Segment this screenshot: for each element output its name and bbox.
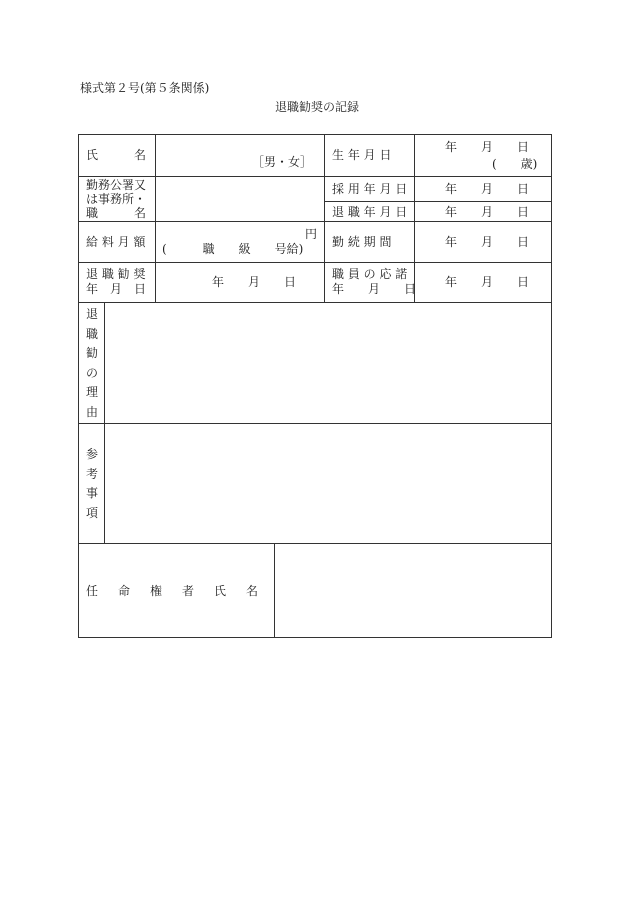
workplace-label-line-3: 職 名	[86, 206, 147, 220]
retire-date-label: 退 職 年 月 日	[332, 205, 408, 219]
retire-date-value[interactable]: 年 月 日	[445, 205, 530, 219]
salary-grade[interactable]: ( 職 級 号給)	[162, 242, 304, 256]
birthdate-label: 生 年 月 日	[332, 148, 392, 162]
accept-date-value[interactable]: 年 月 日	[445, 275, 530, 289]
accept-date-label-2: 年 月 日	[332, 282, 417, 296]
accept-date-label-1: 職 員 の 応 諾	[332, 267, 408, 281]
hire-date-value[interactable]: 年 月 日	[445, 182, 530, 196]
hire-date-label: 採 用 年 月 日	[332, 182, 408, 196]
recommend-date-label-2: 年 月 日	[86, 282, 147, 296]
service-period-value[interactable]: 年 月 日	[445, 235, 530, 249]
appointer-label: 任 命 権 者 氏 名	[86, 584, 263, 598]
workplace-label-line-1: 勤務公署又	[86, 178, 147, 192]
recommend-date-label-1: 退 職 勧 奨	[86, 267, 146, 281]
page-title: 退職勧奨の記録	[275, 100, 360, 114]
name-label: 氏 名	[86, 148, 147, 162]
notes-field[interactable]	[105, 424, 551, 543]
gender-selector[interactable]: ［男・女］	[252, 155, 313, 169]
appointer-name-field[interactable]	[275, 544, 551, 637]
salary-yen[interactable]: 円	[305, 227, 318, 241]
reason-label: 退職勧の理由	[85, 307, 98, 419]
notes-label: 参考事項	[85, 447, 98, 520]
reason-field[interactable]	[105, 303, 551, 423]
age-value[interactable]: ( 歳)	[492, 157, 538, 171]
salary-label: 給 料 月 額	[86, 235, 146, 249]
recommend-date-value[interactable]: 年 月 日	[212, 275, 297, 289]
birthdate-value[interactable]: 年 月 日	[445, 140, 530, 154]
workplace-field[interactable]	[156, 177, 324, 221]
service-period-label: 勤 続 期 間	[332, 235, 392, 249]
workplace-label-line-2: は事務所・	[86, 192, 147, 206]
form-number: 様式第２号(第５条関係)	[80, 81, 210, 95]
